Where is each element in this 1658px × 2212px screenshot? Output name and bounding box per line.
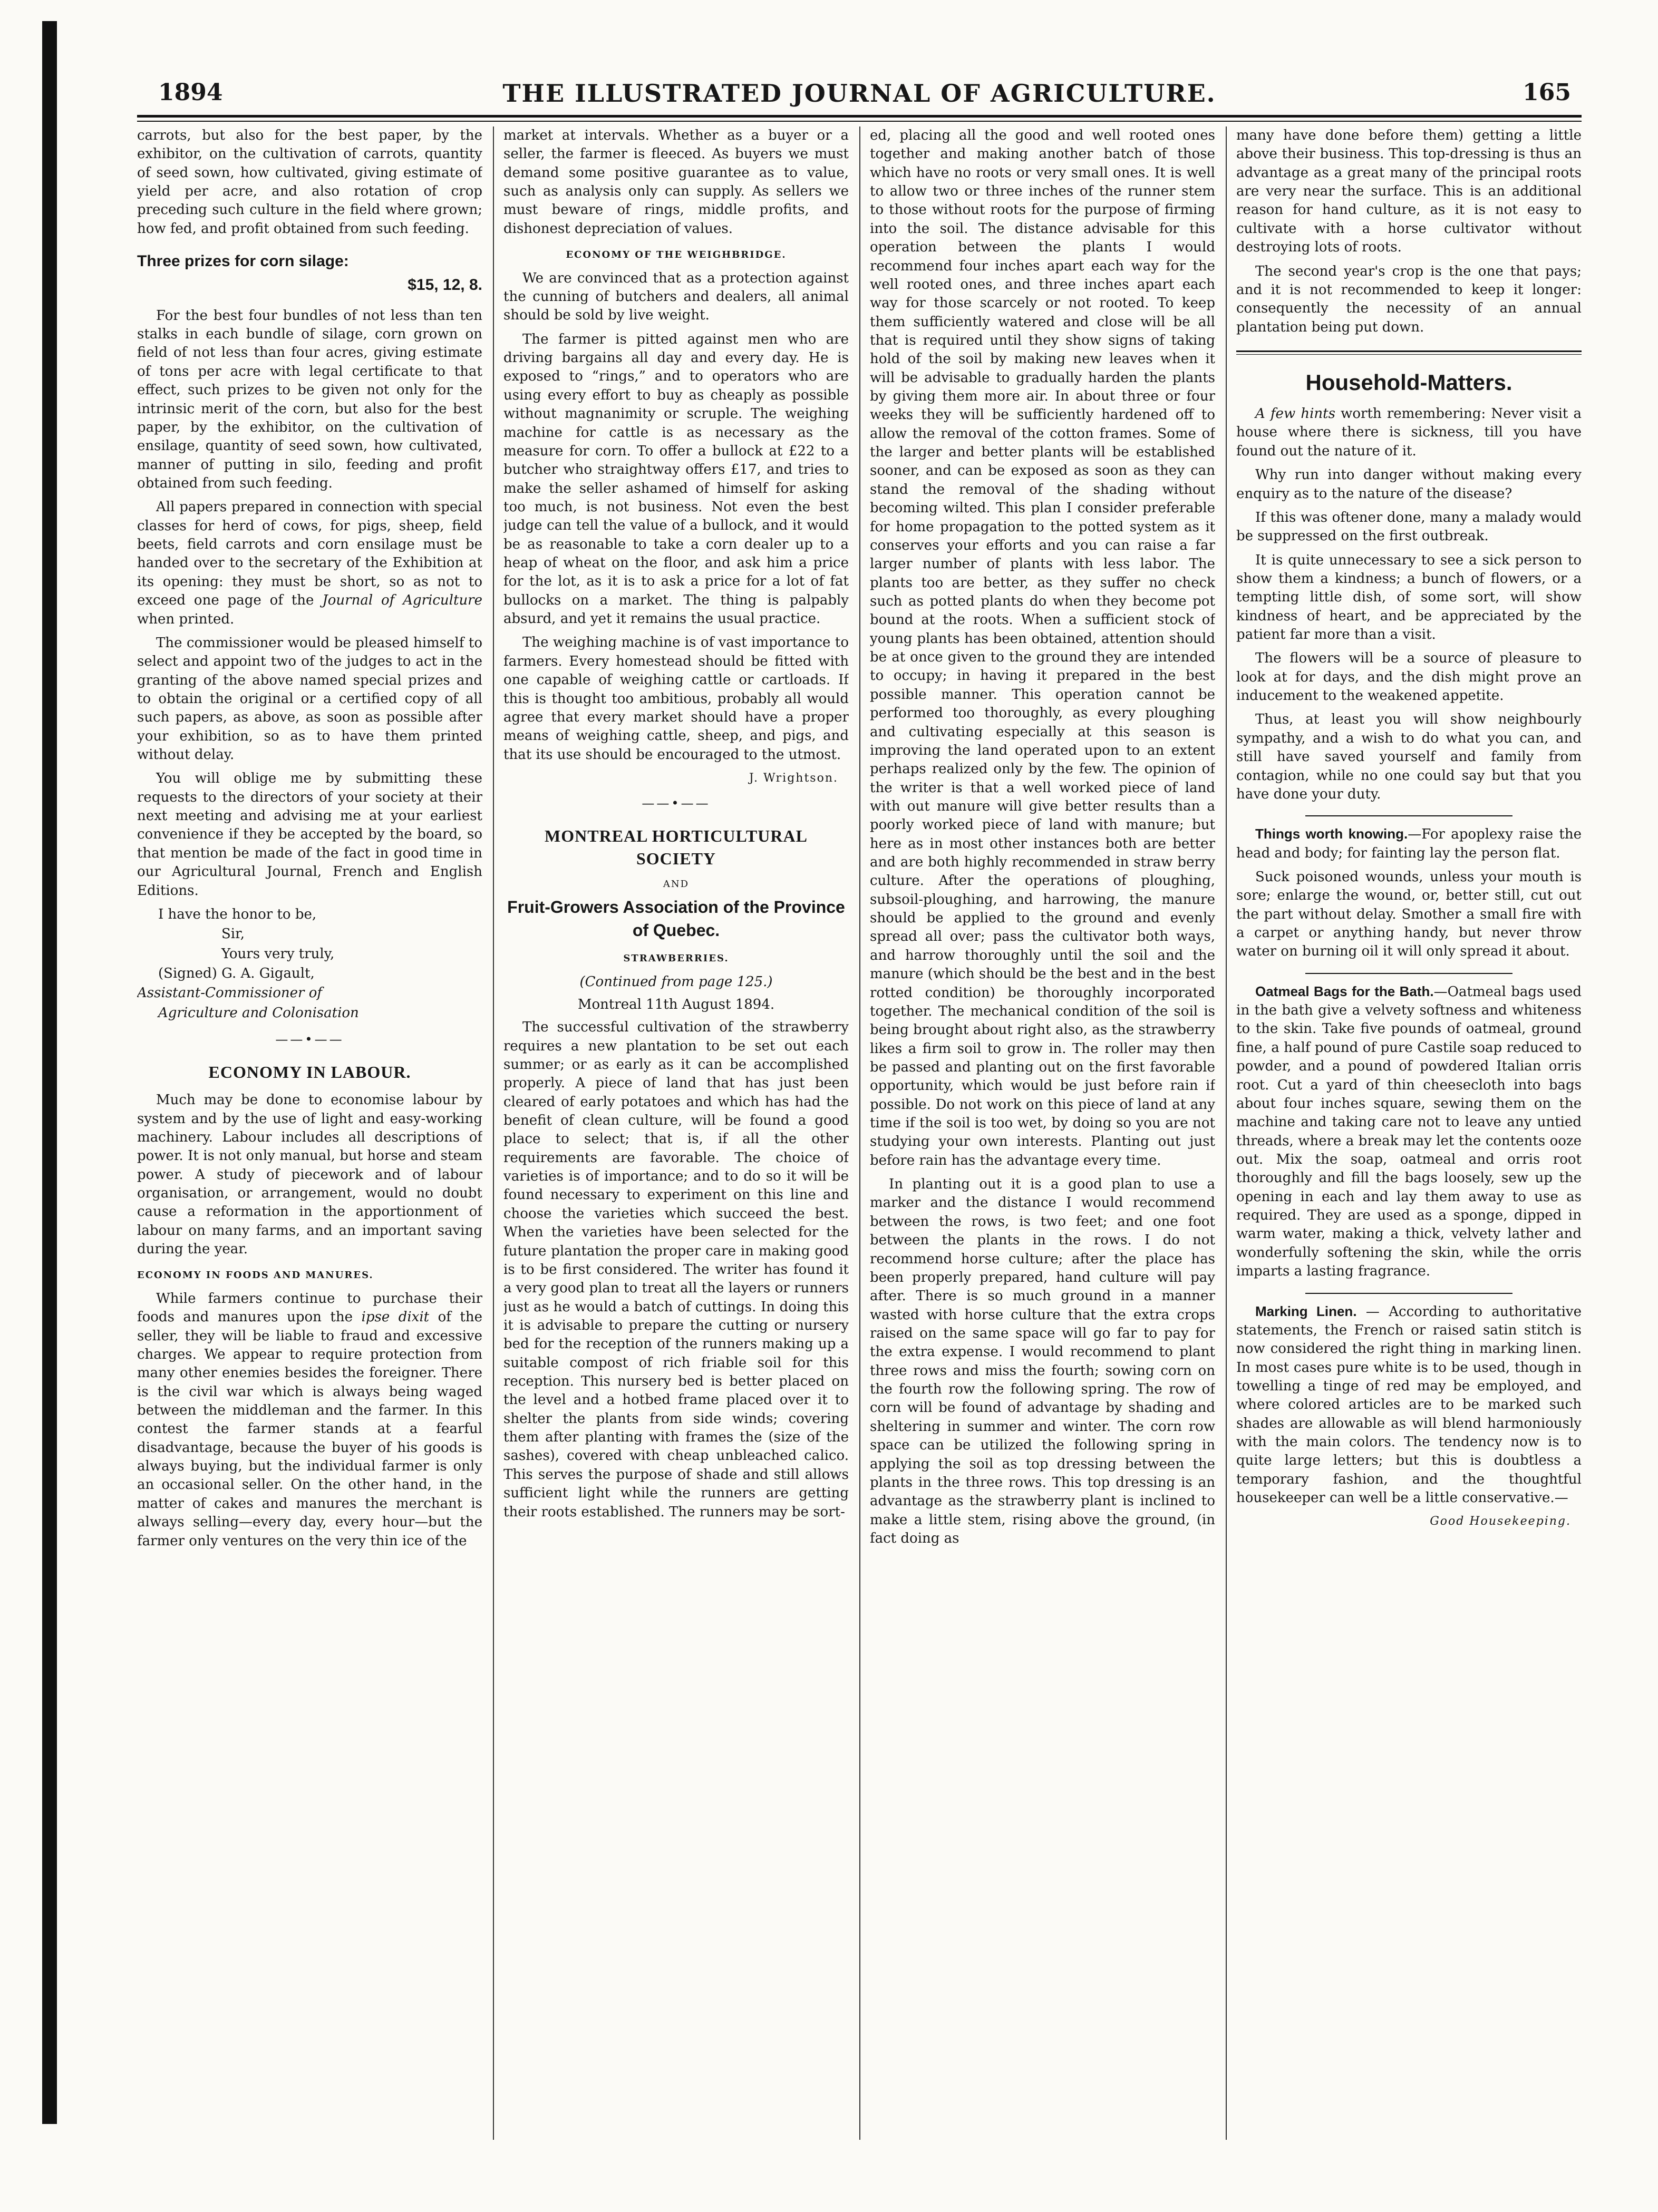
section-heading: MONTREAL HORTICULTURAL SOCIETY (545, 826, 808, 869)
ornament-divider: ——•—— (642, 795, 711, 811)
closing-line: Sir, (221, 926, 245, 942)
page-header (137, 79, 1582, 116)
paragraph (1236, 825, 1582, 863)
text-span: — According to authoritative statements, the French or raised satin stitch is now considered the right thing in marking linen. In most cases pure white is to be used, though in towelling a tinge of red may be employed, and where colored articles are to be marked such shades are allowable as will blend harmoniously with the main colors. The tendency now is to quite large letters; but this is doubtless a temporary fashion, and the thoughtful housekeeper can well be a little conservative.— (1236, 1303, 1582, 1506)
source-credit: Good Housekeeping. (1430, 1515, 1571, 1528)
continued-note: (Continued from page 125.) (579, 973, 773, 990)
author-signoff: J. Wrightson. (749, 771, 838, 785)
paragraph (1236, 405, 1582, 461)
header-year: 1894 (158, 79, 223, 106)
closing-line: Yours very truly, (221, 946, 335, 962)
signatory-title: Assistant-Commissioner of (137, 985, 322, 1001)
paragraph: The farmer is pitted against men who are driving bargains all day and every day. He is exposed to “rings,” and to operators who are using every effort to buy as cheaply as possible without magnanimity or scruple. The weighing machine for cattle is as necessary as the measure for corn. To offer a bullock at £22 to a butcher who straightway offers £17, and tries to make the seller ashamed of himself for asking too much, is not business. Not even the best judge can tell the value of a bullock, and it would be as reasonable to take a corn dealer up to a heap of wheat on the floor, and ask him a price for the lot, as it is to ask a price for a lot of fat bullocks on a market. The thing is palpably absurd, and yet it remains the usual practice. (503, 331, 849, 627)
divider-rule (1305, 1293, 1512, 1294)
paragraph: Thus, at least you will show neighbourly sympathy, and a wish to do what you can, and still have saved yourself and family from contagion, while no one could say but that you have done your duty. (1236, 712, 1582, 802)
sub-heading: STRAWBERRIES. (623, 953, 729, 964)
runin-heading: Marking Linen. (1255, 1303, 1357, 1319)
column-2 (503, 126, 849, 2140)
paragraph: ed, placing all the good and well rooted ones together and making another batch of those which have no roots or very small ones. It is well to allow two or three inches of the runner stem to those without roots for the purpose of firming into the soil. The distance advisable for this operation between the plants I would recommend four inches apart each way for the well rooted ones, and three inches apart each way for those scarcely or not rooted. To keep them sufficiently watered and close will be all that is required until they show signs of taking hold of the soil by making new leaves when it will be advisable to gradually harden the plants by giving them more air. In about three or four weeks they will be sufficiently hardened off to allow the removal of the cotton frames. Some of the larger and better plants will be established sooner, and can be exposed as soon as they can stand the removal of the shading without becoming wilted. This plan I consider preferable for home propagation to the potted system as it conserves your efforts and you can raise a far larger number of plants with less labor. The plants too are better, as they suffer no check such as potted plants do when they become pot bound at the roots. When a sufficient stock of young plants has been obtained, attention should be at once given to the ground they are intended to occupy; in having it prepared in the best possible manner. This operation cannot be performed too thoroughly, as every ploughing and cultivating especially at this season is improving the land operated upon to an extent perhaps realized only by the few. The opinion of the writer is that a well worked piece of land with out manure will give better results than a poorly worked piece of land with manure; but here as in most other instances both are better and are both highly recommended in straw berry culture. After the operations of ploughing, subsoil-ploughing, and harrowing, the manure should be applied to the ground and evenly spread all over; pass the cultivator both ways, and harrow thoroughly until the soil and the manure (which should be the best and in the best rotted condition) be thoroughly incorporated together. The mechanical condition of the soil is being brought about right also, as the strawberry likes a firm soil to grow in. The roller may then be passed and planting out on the first favorable opportunity, which would be just before rain if possible. Do not work on this piece of land at any time if the soil is too wet, by doing so you are not studying your own interests. Planting out just before rain has the advantage every time. (870, 128, 1215, 1168)
letter-closing (137, 905, 482, 1022)
paragraph (137, 1290, 482, 1551)
text-span: —Oatmeal bags used in the bath give a velvety softness and whiteness to the skin. Take five pounds of oatmeal, ground fine, a half pound of pure Castile soap reduced to powder, and a pound of powdered Italian orris root. Cut a yard of thin cheesecloth into bags about four inches square, sewing them on the machine and taking care not to leave any untied threads, where a break may let the contents ooze out. Mix the soap, oatmeal and orris root thoroughly and fill the bags loosely, sew up the opening in each and lay them away to use as required. They are used as a sponge, dipped in warm water, making a thick, velvety lather and wonderfully softening the skin, while the orris imparts a lasting fragrance. (1236, 983, 1582, 1280)
paragraph: The weighing machine is of vast importance to farmers. Every homestead should be fitted with one capable of weighing cattle or cartloads. If this is thought too ambitious, probably all would agree that every market should have a proper means of weighing cattle, sheep, and pigs, and that its use should be encouraged to the utmost. (503, 635, 849, 763)
italic-phrase: ipse dixit (361, 1309, 430, 1326)
paragraph: The flowers will be a source of pleasure to look at for days, and the dish might prove an inducement to the weakened appetite. (1236, 650, 1582, 704)
paragraph: The second year's crop is the one that pays; and it is not recommended to keep it longer: consequently the necessity of an annual plantation being put down. (1236, 263, 1582, 335)
text-span: —For apoplexy raise the head and body; for fainting lay the person flat. (1236, 826, 1582, 861)
article-columns (137, 126, 1582, 2140)
and-line: AND (663, 878, 690, 890)
sub-heading: ECONOMY IN FOODS AND MANURES. (137, 1270, 374, 1281)
section-heading: Fruit-Growers Association of the Province of Quebec. (507, 898, 845, 940)
signature-line: (Signed) G. A. Gigault, (158, 965, 315, 981)
journal-title: THE ILLUSTRATED JOURNAL OF AGRICULTURE. (502, 79, 1216, 108)
sub-heading: ECONOMY OF THE WEIGHBRIDGE. (566, 249, 787, 261)
paragraph: The successful cultivation of the strawberry requires a new plantation to be set out each summer; or as early as it can be accomplished properly. A piece of land that has just been cleared of early potatoes and which has had the benefit of clean culture, will be found a good place to select; that is, if all the other requirements are favorable. The choice of varieties is of importance; and to do so it will be found necessary to experiment on this line and choose the varieties which succeed the best. When the varieties have been selected for the future plantation the proper care in making good is to be first considered. The writer has found it a very good plan to treat all the layers or runners just as he would a batch of cuttings. In doing this it is advisable to prepare the cutting or nursery bed for the reception of the runners making up a suitable compost of rich friable soil for this reception. This nursery bed is better placed on the level and a hotbed frame placed over it to shelter the plants from side winds; covering them after planting with frames the (size of the sashes), covered with cheap unbleached calico. This serves the purpose of shade and still allows sufficient light while the runners are getting their roots established. The runners may be sort- (503, 1019, 849, 1520)
column-3 (870, 126, 1215, 2140)
text-span: All papers prepared in connection with special classes for herd of cows, for pigs, sheep, field beets, field carrots and corn ensilage must be handed over to the secretary of the Exhibition at its opening: they must be short, so as not to exceed one page of the (137, 499, 482, 609)
prize-heading: Three prizes for corn silage: (137, 252, 349, 270)
paragraph: You will oblige me by submitting these requests to the directors of your society at their next meeting and advising me at your earliest convenience if they be accepted by the board, so that mention be made of the fact in good time in our Agricultural Journal, French and English Editions. (137, 771, 482, 899)
paragraph: market at intervals. Whether as a buyer or a seller, the farmer is fleeced. As buyers we must demand some positive guarantee as to value, such as analysis only can supply. As sellers we must beware of rings, middle profits, and dishonest depreciation of values. (503, 128, 849, 237)
paragraph: It is quite unnecessary to see a sick person to show them a kindness; a bunch of flowers, or a tempting little dish, of some sort, will show kindness of heart, and be appreciated by the patient far more than a visit. (1236, 552, 1582, 643)
paragraph: Much may be done to economise labour by system and by the use of light and easy-working machinery. Labour includes all descriptions of power. It is not only manual, but horse and steam power. A study of piecework and of labour organisation, or arrangement, would no doubt cause a reformation in the apportionment of labour on many farms, and an important saving during the year. (137, 1092, 482, 1258)
paragraph: carrots, but also for the best paper, by the exhibitor, on the cultivation of carrots, quantity of seed sown, how cultivated, giving estimate of yield per acre, and also rotation of crop preceding such culture in the field where grown; how fed, and profit obtained from such feeding. (137, 128, 482, 237)
dateline: Montreal 11th August 1894. (577, 996, 775, 1012)
page-number: 165 (1523, 79, 1571, 106)
divider-rule (1305, 973, 1512, 974)
paragraph: In planting out it is a good plan to use a marker and the distance I would recommend between the rows, is two feet; and one foot between the plants in the rows. I do not recommend horse culture; after the place has been properly prepared, hand culture will pay after. There is so much ground in a manner wasted with horse culture that the extra crops raised on the same space will go far to pay for the extra expense. I would recommend to plant three rows and miss the fourth; sowing corn on the fourth row the following spring. The row of corn will be found of advantage by shading and sheltering in summer and winter. The corn row space can be utilized the following spring in applying the soil as top dressing between the plants in the three rows. This top dressing is an advantage as the strawberry plant is inclined to make a little stem, rising above the ground, (in fact doing as (870, 1176, 1215, 1546)
paragraph (137, 498, 482, 629)
italic-phrase: A few hints (1255, 406, 1335, 422)
divider-rule (1305, 815, 1512, 816)
paragraph: The commissioner would be pleased himself to select and appoint two of the judges to act in the granting of the above named special prizes and to obtain the original or a certified copy of all such papers, as above, as soon as possible after your exhibition, so as to have them printed without delay. (137, 635, 482, 763)
section-rule (1236, 350, 1582, 355)
signatory-title: Agriculture and Colonisation (158, 1005, 359, 1021)
paragraph: many have done before them) getting a little above their business. This top-dressing is thus an advantage as a great many of the principal roots are very near the surface. This is an additional reason for hand culture, as it is not easy to cultivate with a horse cultivator without destroying lots of roots. (1236, 128, 1582, 256)
closing-line: I have the honor to be, (158, 906, 317, 922)
column-1 (137, 126, 482, 2140)
column-4 (1236, 126, 1582, 2140)
text-span: While farmers continue to purchase their foods and manures upon the (137, 1290, 482, 1326)
section-heading: Household-Matters. (1305, 369, 1512, 395)
paragraph: For the best four bundles of not less than ten stalks in each bundle of silage, corn grown on field of not less than four acres, giving estimate of tons per acre with legal certificate to that effect, such prizes to be given not only for the intrinsic merit of the corn, but also for the best paper, by the exhibitor, on the cultivation of ensilage, quantity of seed sown, how cultivated, manner of putting in silo, feeding and profit obtained from such feeding. (137, 307, 482, 491)
header-rule (137, 115, 1582, 122)
paragraph (1236, 1302, 1582, 1508)
ornament-divider: ——•—— (275, 1032, 344, 1047)
paragraph (1236, 982, 1582, 1281)
runin-heading: Things worth knowing. (1255, 826, 1408, 842)
column-divider (1226, 126, 1227, 2140)
runin-heading: Oatmeal Bags for the Bath. (1255, 983, 1434, 999)
text-span: of the seller, they will be liable to fraud and excessive charges. We appear to require protection from many other enemies besides the foreigner. There is the civil war which is always being waged between the middleman and the farmer. In this contest the farmer stands at a fearful disadvantage, because the buyer of his goods is always buying, but the individual farmer is only an occasional seller. On the other hand, in the matter of cakes and manures the merchant is always selling—every day, every hour—but the farmer only ventures on the very thin ice of the (137, 1309, 482, 1549)
column-divider (859, 126, 860, 2140)
section-heading: ECONOMY IN LABOUR. (208, 1062, 411, 1081)
paragraph: We are convinced that as a protection against the cunning of butchers and dealers, all animal should be sold by live weight. (503, 270, 849, 324)
column-divider (493, 126, 494, 2140)
paragraph: Suck poisoned wounds, unless your mouth is sore; enlarge the wound, or, better still, cut out the part without delay. Smother a small fire with a carpet or anything handy, but never throw water on burning oil it will only spread it about. (1236, 869, 1582, 960)
prize-amount: $15, 12, 8. (408, 276, 482, 294)
paragraph: If this was oftener done, many a malady would be suppressed on the first outbreak. (1236, 509, 1582, 544)
italic-title: Journal of Agriculture (322, 592, 482, 609)
binding-edge (42, 21, 57, 2124)
paragraph: Why run into danger without making every enquiry as to the nature of the disease? (1236, 467, 1582, 502)
text-span: when printed. (137, 611, 235, 627)
text-span: worth remembering: Never visit a house where there is sickness, till you have found out the nature of it. (1236, 406, 1582, 459)
